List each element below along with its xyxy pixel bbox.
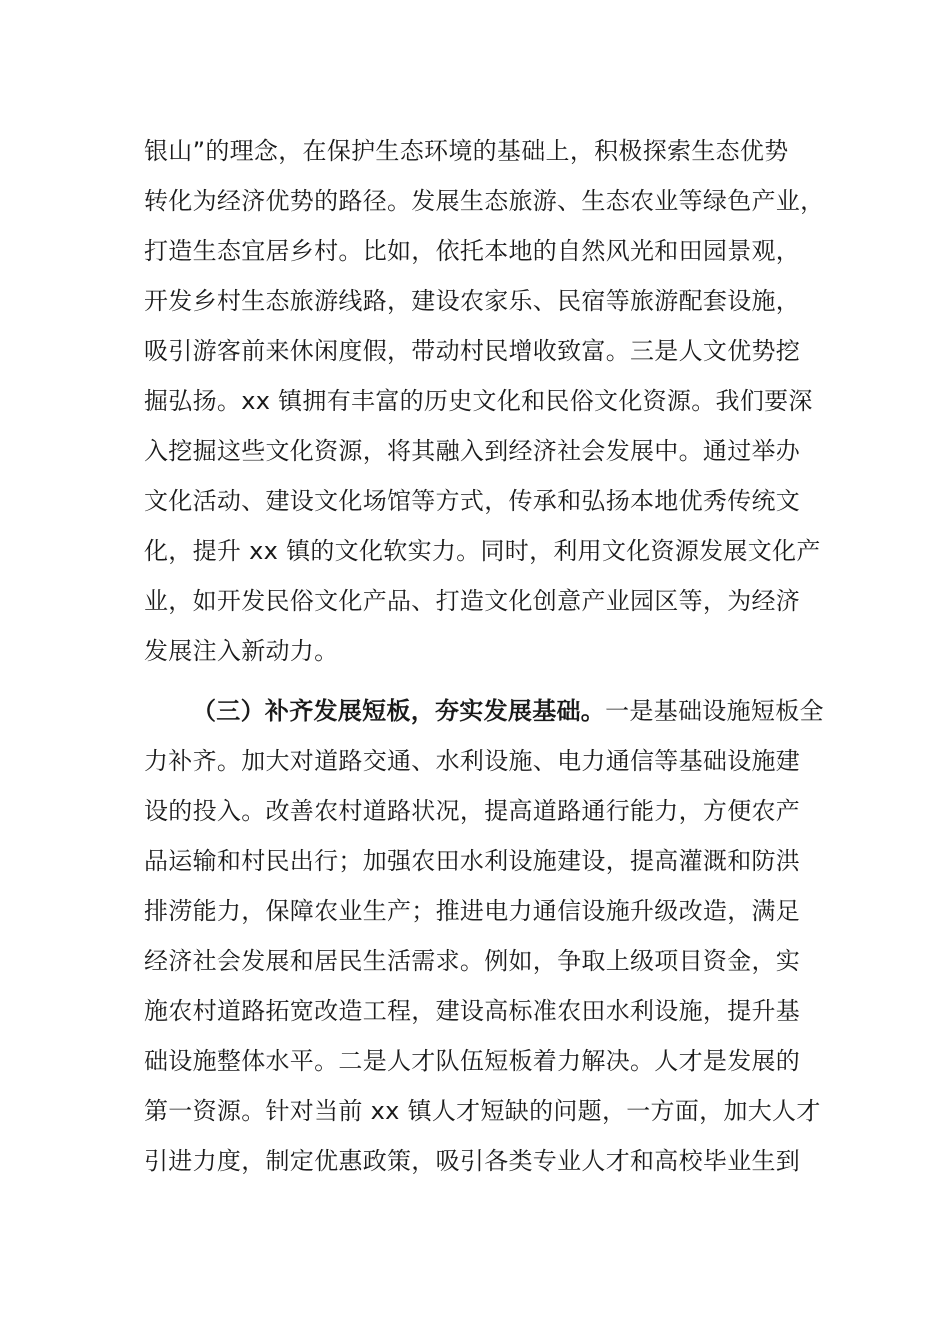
text-line: 入挖掘这些文化资源，将其融入到经济社会发展中。通过举办	[144, 437, 801, 465]
text-line: 业，如开发民俗文化产品、打造文化创意产业园区等，为经济	[144, 587, 801, 615]
section-heading: （三）补齐发展短板，夯实发展基础。	[192, 697, 606, 725]
text-line: 设的投入。改善农村道路状况，提高道路通行能力，方便农产	[144, 797, 801, 825]
text-line: 吸引游客前来休闲度假，带动村民增收致富。三是人文优势挖	[144, 337, 801, 365]
text-line: 转化为经济优势的路径。发展生态旅游、生态农业等绿色产业，	[144, 187, 825, 215]
text-line: 础设施整体水平。二是人才队伍短板着力解决。人才是发展的	[144, 1047, 801, 1075]
text-line: 打造生态宜居乡村。比如，依托本地的自然风光和田园景观，	[144, 237, 801, 265]
text-line: 排涝能力，保障农业生产；推进电力通信设施升级改造，满足	[144, 897, 801, 925]
text-line: 第一资源。针对当前 xx 镇人才短缺的问题，一方面，加大人才	[144, 1097, 821, 1125]
text-line: 掘弘扬。xx 镇拥有丰富的历史文化和民俗文化资源。我们要深	[144, 387, 813, 415]
text-line: 化，提升 xx 镇的文化软实力。同时，利用文化资源发展文化产	[144, 537, 821, 565]
text-line: 文化活动、建设文化场馆等方式，传承和弘扬本地优秀传统文	[144, 487, 801, 515]
text-line: 引进力度，制定优惠政策，吸引各类专业人才和高校毕业生到	[144, 1147, 801, 1175]
text-line: 品运输和村民出行；加强农田水利设施建设，提高灌溉和防洪	[144, 847, 801, 875]
text-line	[192, 686, 824, 736]
text-line: 力补齐。加大对道路交通、水利设施、电力通信等基础设施建	[144, 747, 801, 775]
text-line: 银山”的理念，在保护生态环境的基础上，积极探索生态优势	[144, 137, 789, 165]
heading-continuation: 一是基础设施短板全	[605, 697, 824, 725]
text-line: 施农村道路拓宽改造工程，建设高标准农田水利设施，提升基	[144, 997, 801, 1025]
text-line: 开发乡村生态旅游线路，建设农家乐、民宿等旅游配套设施，	[144, 287, 801, 315]
text-line: 发展注入新动力。	[144, 637, 339, 665]
text-line: 经济社会发展和居民生活需求。例如，争取上级项目资金，实	[144, 947, 801, 975]
